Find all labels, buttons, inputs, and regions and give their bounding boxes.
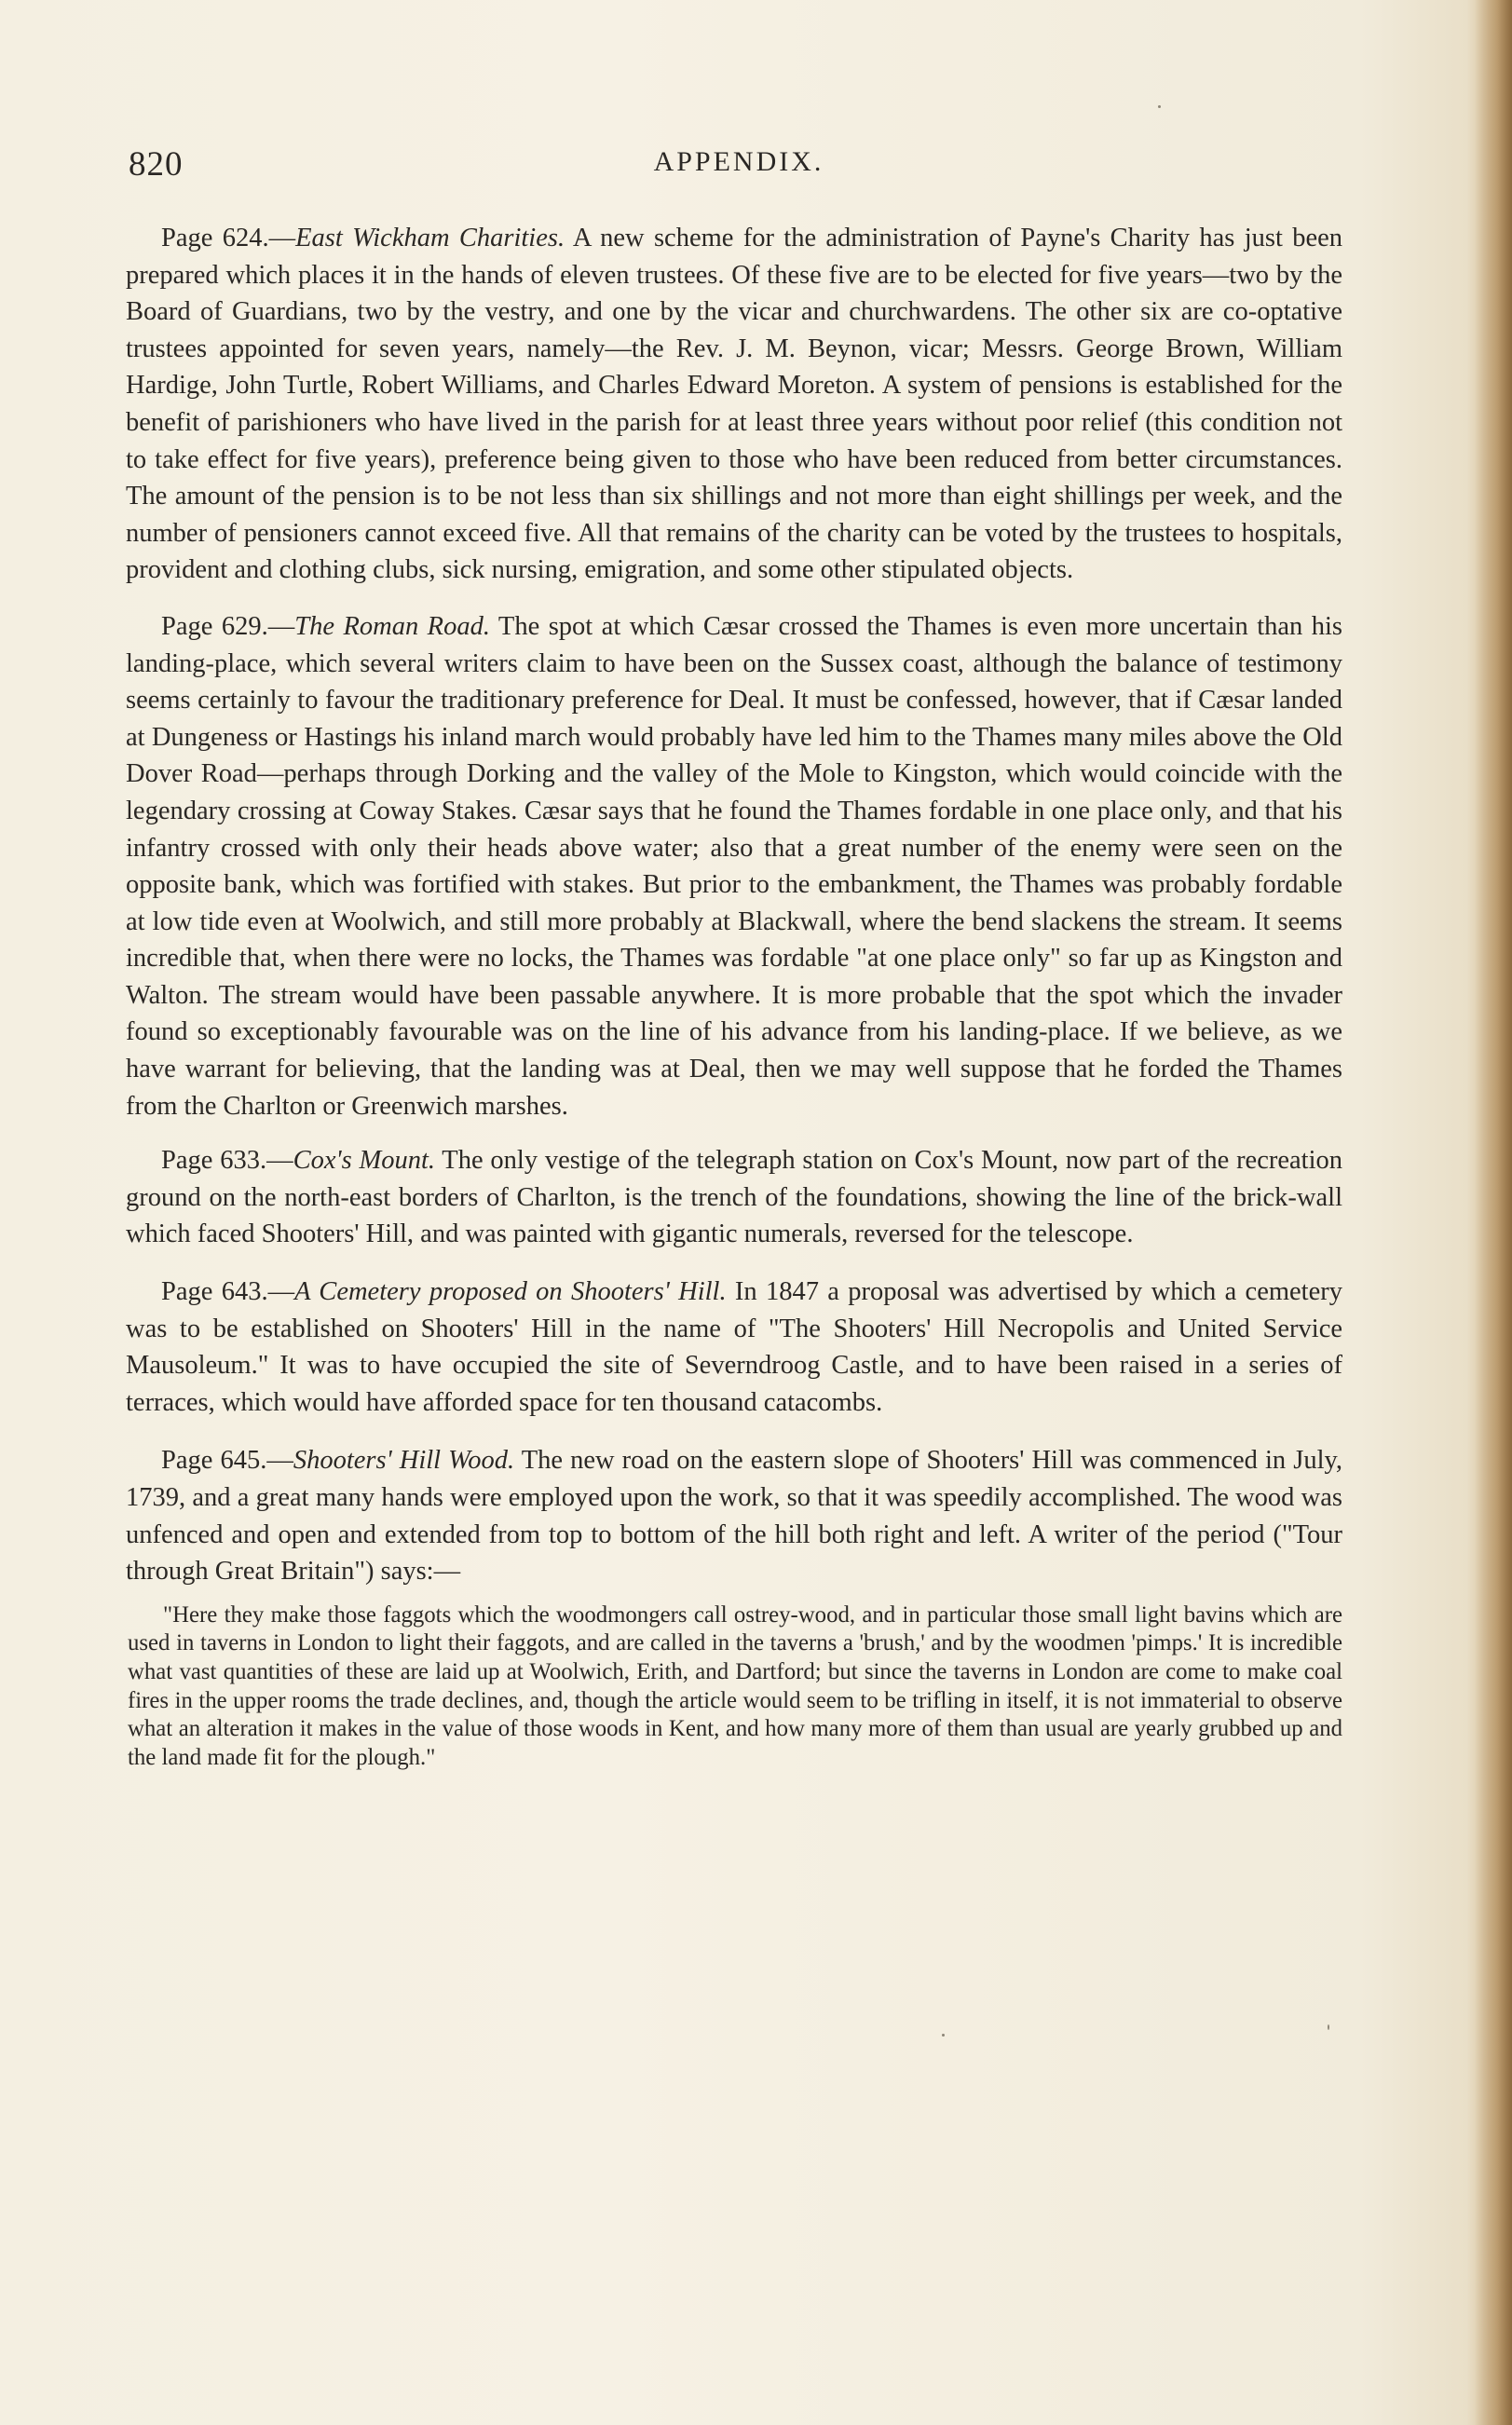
entry-text: The spot at which Cæsar crossed the Thames is even more uncertain than his landing-place, which several writers claim to have been on the Sussex coast, although the balance of testimony seems certainly to favour the traditionary preference for Deal. It must be confessed, however, that if Cæsar landed at Dungeness or Hastings his inland march would probably have led him to the Thames many miles above the Old Dover Road—perhaps through Dorking and the valley of the Mole to Kingston, which would coincide with the legendary crossing at Coway Stakes. Cæsar says that he found the Thames fordable in one place only, and that his infantry crossed with only their heads above water; also that a great number of the enemy were seen on the opposite bank, which was fortified with stakes. But prior to the embankment, the Thames was probably fordable at low tide even at Woolwich, and still more probably at Blackwall, where the bend slackens the stream. It seems incredible that, when there were no locks, the Thames was fordable "at one place only" so far up as Kingston and Walton. The stream would have been passable anywhere. It is more probable that the spot which the invader found so exceptionably favourable was on the line of his advance from his landing-place. If we believe, as we have warrant for believing, that the landing was at Deal, then we may well suppose that he forded the Thames from the Charlton or Greenwich marshes. <box>126 611 1343 1121</box>
block-quote-tour-through-great-britain: "Here they make those faggots which the woodmongers call ostrey-wood, and in particular those small light bavins which are used in taverns in London to light their faggots, and are called in the taverns a 'brush,' and by the woodmen 'pimps.' It is incredible what vast quantities of these are laid up at Woolwich, Erith, and Dartford; but since the taverns in London are come to make coal fires in the upper rooms the trade declines, and, though the article would seem to be trifling in itself, it is not immaterial to observe what an alteration it makes in the value of those woods in Kent, and how many more of them than usual are yearly grubbed up and the land made fit for the plough." <box>128 1601 1342 1770</box>
paper-speck <box>1328 2024 1329 2030</box>
binding-edge-shadow <box>1475 0 1512 2425</box>
paper-speck <box>1158 105 1161 108</box>
page-reference: Page 633.— <box>161 1146 293 1176</box>
paragraph-cemetery-shooters-hill <box>126 1274 1342 1421</box>
entry-text: In 1847 a proposal was advertised by which a cemetery was to be established on Shooters' Hill in the name of "The Shooters' Hill Necropolis and United Service Mausoleum." It was to have occupied the site of Severndroog Castle, and to have been raised in a series of terraces, which would have afforded space for ten thousand catacombs. <box>126 1277 1342 1417</box>
page-body <box>126 220 1342 1772</box>
page-reference: Page 643.— <box>161 1277 295 1307</box>
entry-title: Cox's Mount. <box>293 1146 436 1176</box>
paper-speck <box>942 2034 945 2037</box>
page-reference: Page 624.— <box>161 224 296 252</box>
paragraph-roman-road <box>126 608 1342 1124</box>
page-header <box>129 144 1349 191</box>
paragraph-shooters-hill-wood <box>126 1442 1342 1589</box>
entry-text: The new road on the eastern slope of Shooters' Hill was commenced in July, 1739, and a great many hands were employed upon the work, so that it was speedily accomplished. The wood was unfenced and open and extended from top to bottom of the hill both right and left. A writer of the period ("Tour through Great Britain") says:— <box>126 1446 1343 1587</box>
page-number: 820 <box>129 145 184 184</box>
entry-text: A new scheme for the administration of Payne's Charity has just been prepared which places it in the hands of eleven trustees. Of these five are to be elected for five years—two by the Board of Guardians, two by the vestry, and one by the vicar and churchwardens. The other six are co-optative trustees appointed for seven years, namely—the Rev. J. M. Beynon, vicar; Messrs. George Brown, William Hardige, John Turtle, Robert Williams, and Charles Edward Moreton. A system of pensions is established for the benefit of parishioners who have lived in the parish for at least three years without poor relief (this condition not to take effect for five years), preference being given to those who have been reduced from better circumstances. The amount of the pension is to be not less than six shillings and not more than eight shillings per week, and the number of pensioners cannot exceed five. All that remains of the charity can be voted by the trustees to hospitals, provident and clothing clubs, sick nursing, emigration, and some other stipulated objects. <box>126 224 1343 585</box>
paragraph-coxs-mount <box>126 1142 1342 1253</box>
entry-title: A Cemetery proposed on Shooters' Hill. <box>294 1277 727 1307</box>
entry-text: The only vestige of the telegraph station on Cox's Mount, now part of the recreation ground on the north-east borders of Charlton, is the trench of the foundations, showing the line of the brick-wall which faced Shooters' Hill, and was painted with gigantic numerals, reversed for the telescope. <box>126 1146 1342 1249</box>
page-reference: Page 645.— <box>161 1446 293 1476</box>
entry-title: Shooters' Hill Wood. <box>293 1446 515 1476</box>
entry-title: East Wickham Charities. <box>295 224 565 252</box>
entry-title: The Roman Road. <box>294 611 490 641</box>
running-head: APPENDIX. <box>653 146 824 177</box>
paragraph-east-wickham-charities <box>126 220 1342 589</box>
page-reference: Page 629.— <box>161 611 295 641</box>
